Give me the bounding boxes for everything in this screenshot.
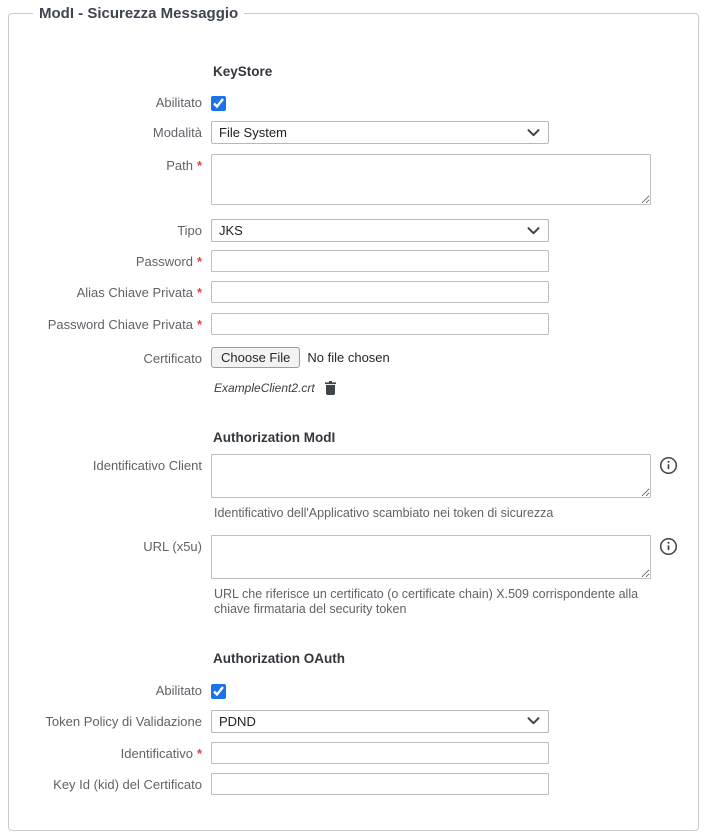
keystore-certificato-row [23, 347, 678, 368]
keystore-modalita-select[interactable] [211, 121, 549, 144]
keystore-abilitato-label: Abilitato [155, 95, 202, 110]
identificativo-client-note: Identificativo dell'Applicativo scambiato nei token di sicurezza [214, 506, 554, 520]
required-marker: * [196, 254, 202, 269]
oauth-identificativo-input[interactable] [211, 742, 549, 764]
keystore-password-label: Password * [135, 254, 202, 269]
oauth-identificativo-label: Identificativo * [120, 745, 202, 761]
keystore-password-input[interactable] [211, 250, 549, 272]
keystore-password-row [23, 250, 678, 272]
info-icon[interactable] [659, 537, 678, 556]
oauth-abilitato-row [23, 683, 678, 699]
keystore-password-chiave-input[interactable] [211, 313, 549, 335]
keystore-path-textarea[interactable] [211, 154, 651, 205]
required-marker: * [196, 745, 202, 761]
section-title-authorization-oauth: Authorization OAuth [213, 650, 345, 666]
required-marker: * [196, 285, 202, 300]
keystore-alias-label: Alias Chiave Privata * [76, 285, 202, 300]
keystore-abilitato-checkbox[interactable] [211, 96, 226, 111]
required-marker: * [196, 158, 202, 173]
file-chosen-status: No file chosen [307, 350, 390, 365]
url-x5u-textarea[interactable] [211, 535, 651, 579]
trash-icon[interactable] [325, 381, 336, 395]
identificativo-client-textarea[interactable] [211, 454, 651, 498]
keystore-tipo-label: Tipo [177, 223, 202, 238]
url-x5u-row [23, 535, 678, 579]
key-id-label: Key Id (kid) del Certificato [53, 776, 202, 792]
keystore-abilitato-row [23, 95, 678, 111]
token-policy-row [23, 710, 678, 733]
keystore-password-chiave-row [23, 313, 678, 335]
token-policy-selected-value: PDND [219, 713, 256, 729]
chevron-down-icon [527, 717, 540, 725]
url-x5u-label: URL (x5u) [143, 538, 202, 554]
identificativo-client-label: Identificativo Client [92, 458, 202, 473]
keystore-tipo-selected-value: JKS [219, 223, 243, 238]
keystore-path-label: Path * [166, 158, 202, 173]
uploaded-certificate-row [214, 381, 678, 395]
chevron-down-icon [527, 227, 540, 235]
key-id-row [23, 773, 678, 795]
keystore-password-chiave-label: Password Chiave Privata * [47, 317, 202, 332]
panel-legend: ModI - Sicurezza Messaggio [39, 5, 239, 22]
keystore-modalita-label: Modalità [152, 125, 202, 140]
keystore-alias-row [23, 281, 678, 303]
info-icon[interactable] [659, 456, 678, 475]
uploaded-certificate-name: ExampleClient2.crt [214, 381, 315, 395]
required-marker: * [196, 317, 202, 332]
oauth-abilitato-label: Abilitato [155, 682, 202, 698]
url-x5u-note: URL che riferisce un certificato (o certificate chain) X.509 corrispondente alla chiave firmataria del security token [214, 586, 639, 616]
choose-file-button[interactable]: Choose File [211, 347, 300, 368]
keystore-tipo-row [23, 219, 678, 242]
keystore-tipo-select[interactable] [211, 219, 549, 242]
token-policy-select[interactable] [211, 710, 549, 733]
identificativo-client-row [23, 454, 678, 498]
keystore-alias-input[interactable] [211, 281, 549, 303]
key-id-input[interactable] [211, 773, 549, 795]
keystore-modalita-row [23, 121, 678, 144]
keystore-path-row [23, 154, 678, 205]
section-title-keystore: KeyStore [213, 64, 273, 79]
keystore-modalita-selected-value: File System [219, 125, 287, 140]
token-policy-label: Token Policy di Validazione [45, 713, 202, 729]
modi-sicurezza-messaggio-panel [8, 5, 699, 831]
oauth-abilitato-checkbox[interactable] [211, 684, 226, 699]
oauth-identificativo-row [23, 742, 678, 764]
section-title-authorization-modi: Authorization ModI [213, 430, 336, 445]
chevron-down-icon [527, 129, 540, 137]
keystore-certificato-label: Certificato [143, 351, 202, 366]
